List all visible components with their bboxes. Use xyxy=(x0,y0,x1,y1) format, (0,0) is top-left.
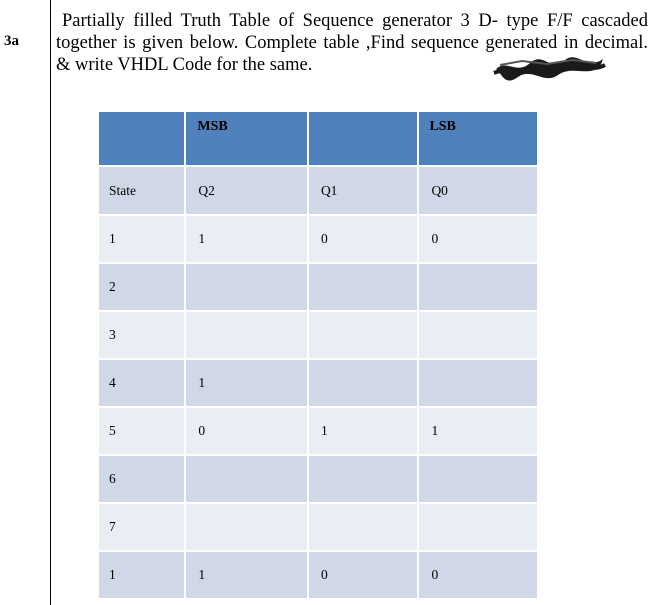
table-cell: 6 xyxy=(99,456,186,504)
table-cell: 1 xyxy=(186,360,309,408)
table-cell: 2 xyxy=(99,264,186,312)
table-row xyxy=(99,264,537,312)
header-cell xyxy=(309,112,420,167)
question-line-3: & write VHDL Code for the same. xyxy=(56,55,313,75)
table-cell: 0 xyxy=(309,552,420,600)
table-cell xyxy=(419,504,537,552)
table-cell: 4 xyxy=(99,360,186,408)
question-line-2: together is given below. Complete table ,Find sequence generated in decimal. xyxy=(56,33,648,53)
table-cell: 1 xyxy=(99,552,186,600)
table-cell xyxy=(309,360,420,408)
table-cell xyxy=(309,456,420,504)
table-cell: 0 xyxy=(419,552,537,600)
table-cell xyxy=(309,504,420,552)
table-cell: 1 xyxy=(99,216,186,264)
table-cell: 1 xyxy=(186,216,309,264)
table-row xyxy=(99,408,537,456)
column-label-q2: Q2 xyxy=(186,167,309,216)
table-cell: 1 xyxy=(186,552,309,600)
table-cell: 0 xyxy=(419,216,537,264)
column-label-q0: Q0 xyxy=(419,167,537,216)
redacted-scribble xyxy=(492,55,607,81)
table-cell xyxy=(419,312,537,360)
table-cell: 1 xyxy=(309,408,420,456)
table-row xyxy=(99,312,537,360)
column-label-state: State xyxy=(99,167,186,216)
table-cell xyxy=(309,264,420,312)
table-header-row xyxy=(99,112,537,167)
table-cell xyxy=(186,456,309,504)
table-cell xyxy=(309,312,420,360)
table-row xyxy=(99,552,537,600)
table-cell xyxy=(419,360,537,408)
truth-table xyxy=(99,112,537,600)
table-cell xyxy=(186,312,309,360)
margin-line xyxy=(50,0,51,605)
header-cell xyxy=(99,112,186,167)
header-cell-lsb: LSB xyxy=(419,112,537,167)
table-cell: 7 xyxy=(99,504,186,552)
question-number: 3a xyxy=(4,33,19,49)
table-cell: 0 xyxy=(309,216,420,264)
table-cell: 1 xyxy=(419,408,537,456)
header-cell-msb: MSB xyxy=(186,112,309,167)
table-cell xyxy=(419,264,537,312)
table-cell xyxy=(186,504,309,552)
table-row xyxy=(99,456,537,504)
table-cell: 0 xyxy=(186,408,309,456)
table-row xyxy=(99,504,537,552)
table-cell xyxy=(186,264,309,312)
table-cell xyxy=(419,456,537,504)
column-label-q1: Q1 xyxy=(309,167,420,216)
table-row xyxy=(99,360,537,408)
column-label-row xyxy=(99,167,537,216)
question-line-1: Partially filled Truth Table of Sequence generator 3 D- type F/F cascaded xyxy=(62,11,648,31)
table-cell: 3 xyxy=(99,312,186,360)
table-cell: 5 xyxy=(99,408,186,456)
table-row xyxy=(99,216,537,264)
